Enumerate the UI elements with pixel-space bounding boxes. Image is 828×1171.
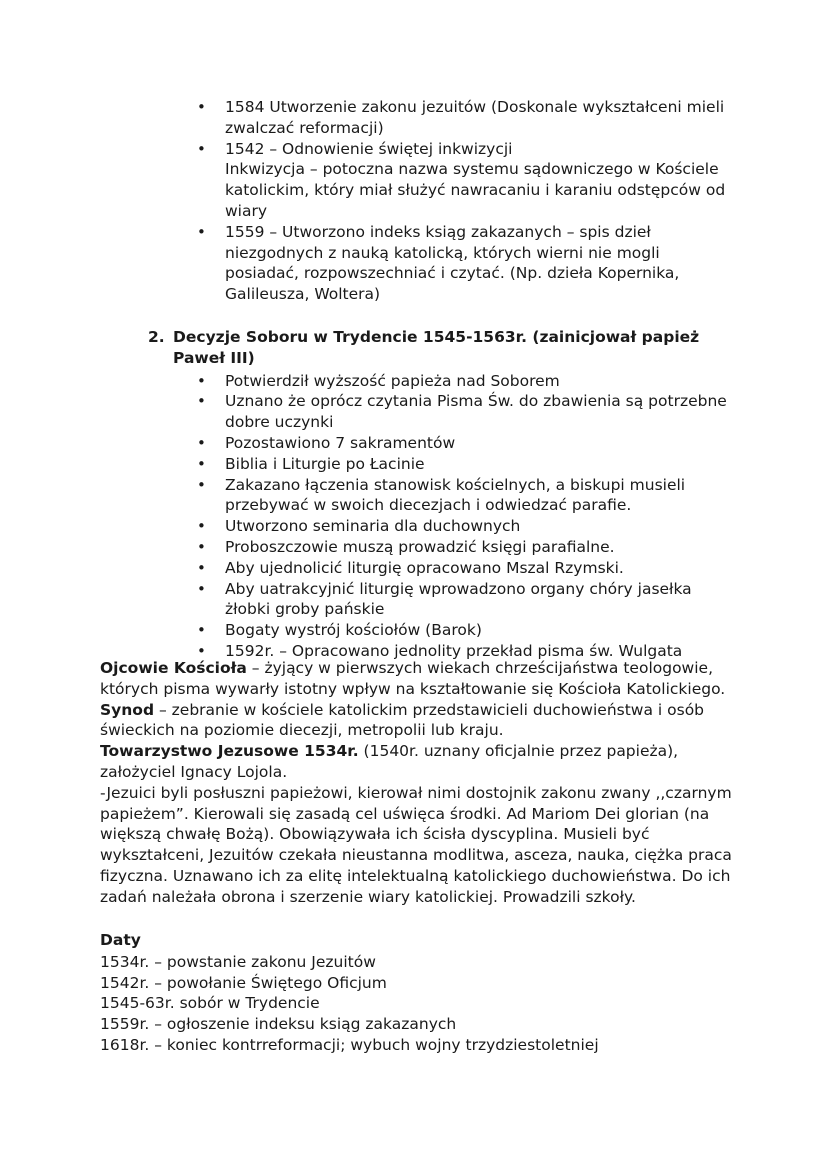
dates-section bbox=[100, 930, 740, 1056]
decree-bullet-list bbox=[197, 371, 737, 662]
top-bullet-list bbox=[197, 97, 737, 305]
definition-term: Synod bbox=[100, 700, 155, 719]
text-line: Galileusza, Woltera) bbox=[225, 285, 381, 304]
section-number: 2. bbox=[148, 328, 165, 346]
list-item bbox=[197, 222, 737, 305]
text-line: wiary bbox=[225, 201, 268, 220]
definition-synod bbox=[100, 700, 740, 721]
text-line: większą chwałę Bożą). Obowiązywała ich ścisła dyscyplina. Musieli być bbox=[100, 825, 650, 844]
list-item bbox=[197, 537, 737, 558]
list-item bbox=[197, 371, 737, 392]
text-line: niezgodnych z nauką katolicką, których wierni nie mogli bbox=[225, 243, 660, 262]
text-line: których pisma wywarły istotny wpływ na kształtowanie się Kościoła Katolickiego. bbox=[100, 679, 726, 698]
text-line: • Aby uatrakcyjnić liturgię wprowadzono organy chóry jasełka bbox=[225, 579, 692, 598]
text-line: posiadać, rozpowszechniać i czytać. (Np. dzieła Kopernika, bbox=[225, 264, 680, 283]
text-line: • Biblia i Liturgie po Łacinie bbox=[225, 454, 425, 473]
text-line: świeckich na poziomie diecezji, metropolii lub kraju. bbox=[100, 721, 504, 740]
list-item bbox=[197, 97, 737, 139]
text-line: • 1584 Utworzenie zakonu jezuitów (Doskonale wykształceni mieli bbox=[225, 98, 725, 116]
text-line: katolickim, który miał służyć nawracaniu i karaniu odstępców od bbox=[225, 181, 726, 200]
date-item: 1542r. – powołanie Świętego Oficjum bbox=[100, 973, 387, 992]
text-line: Inkwizycja – potoczna nazwa systemu sądowniczego w Kościele bbox=[225, 160, 719, 179]
text-line: • Aby ujednolicić liturgię opracowano Mszal Rzymski. bbox=[225, 558, 624, 577]
heading-line: Decyzje Soboru w Trydencie 1545-1563r. (zainicjował papież bbox=[173, 328, 700, 346]
text-line: przebywać w swoich diecezjach i odwiedzać parafie. bbox=[225, 496, 632, 515]
list-item bbox=[197, 558, 737, 579]
dates-heading: Daty bbox=[100, 931, 141, 949]
text-line: • Proboszczowie muszą prowadzić księgi parafialne. bbox=[225, 537, 615, 556]
text-line: zadań należała obrona i szerzenie wiary katolickiej. Prowadzili szkoły. bbox=[100, 887, 636, 906]
section-heading bbox=[148, 327, 748, 369]
text-line: wykształceni, Jezuitów czekała nieustanna modlitwa, asceza, nauka, ciężka praca bbox=[100, 846, 732, 865]
list-item bbox=[197, 433, 737, 454]
definition-text: – żyjący w pierwszych wiekach chrześcijaństwa teologowie, bbox=[246, 659, 714, 677]
text-line: • 1592r. – Opracowano jednolity przekład pisma św. Wulgata bbox=[225, 641, 683, 660]
list-item bbox=[197, 391, 737, 433]
text-line: • Bogaty wystrój kościołów (Barok) bbox=[225, 621, 482, 640]
text-line: • Pozostawiono 7 sakramentów bbox=[225, 433, 456, 452]
text-line: papieżem”. Kierowali się zasadą cel uświęca środki. Ad Mariom Dei glorian (na bbox=[100, 804, 710, 823]
text-line: • 1559 – Utworzono indeks ksiąg zakazanych – spis dzieł bbox=[225, 222, 651, 241]
date-item: 1618r. – koniec kontrreformacji; wybuch wojny trzydziestoletniej bbox=[100, 1035, 599, 1054]
list-item bbox=[197, 139, 737, 222]
definition-society bbox=[100, 741, 740, 762]
definition-text: (1540r. uznany oficjalnie przez papieża), bbox=[358, 742, 679, 761]
dates-list bbox=[100, 952, 740, 1056]
list-item bbox=[197, 620, 737, 641]
heading-line: Paweł III) bbox=[173, 348, 255, 367]
list-item bbox=[197, 454, 737, 475]
definition-term: Towarzystwo Jezusowe 1534r. bbox=[100, 742, 359, 761]
list-item bbox=[197, 579, 737, 621]
definition-text: – zebranie w kościele katolickim przedstawicieli duchowieństwa i osób bbox=[154, 700, 705, 719]
section-title bbox=[173, 327, 699, 369]
text-line: dobre uczynki bbox=[225, 413, 334, 432]
text-line: żłobki groby pańskie bbox=[225, 600, 385, 619]
definition-term: Ojcowie Kościoła bbox=[100, 659, 247, 677]
date-item: 1534r. – powstanie zakonu Jezuitów bbox=[100, 952, 376, 971]
text-line: • Potwierdził wyższość papieża nad Soborem bbox=[225, 371, 560, 390]
trent-decisions-section bbox=[148, 327, 748, 662]
text-line: fizyczna. Uznawano ich za elitę intelektualną katolickiego duchowieństwa. Do ich bbox=[100, 866, 731, 885]
list-item bbox=[197, 516, 737, 537]
text-line: • Zakazano łączenia stanowisk kościelnych, a biskupi musieli bbox=[225, 475, 686, 494]
definition-fathers bbox=[100, 658, 740, 679]
text-line: -Jezuici byli posłuszni papieżowi, kierował nimi dostojnik zakonu zwany ,,czarnym bbox=[100, 783, 732, 802]
text-line: założyciel Ignacy Lojola. bbox=[100, 762, 288, 781]
text-line: • Utworzono seminaria dla duchownych bbox=[225, 517, 521, 536]
list-item bbox=[197, 475, 737, 517]
text-line: • 1542 – Odnowienie świętej inkwizycji bbox=[225, 139, 513, 158]
date-item: 1545-63r. sobór w Trydencie bbox=[100, 994, 320, 1013]
definitions-section bbox=[100, 658, 740, 908]
date-item: 1559r. – ogłoszenie indeksu ksiąg zakazanych bbox=[100, 1015, 457, 1034]
text-line: zwalczać reformacji) bbox=[225, 118, 384, 137]
text-line: • Uznano że oprócz czytania Pisma Św. do zbawienia są potrzebne bbox=[225, 392, 727, 411]
